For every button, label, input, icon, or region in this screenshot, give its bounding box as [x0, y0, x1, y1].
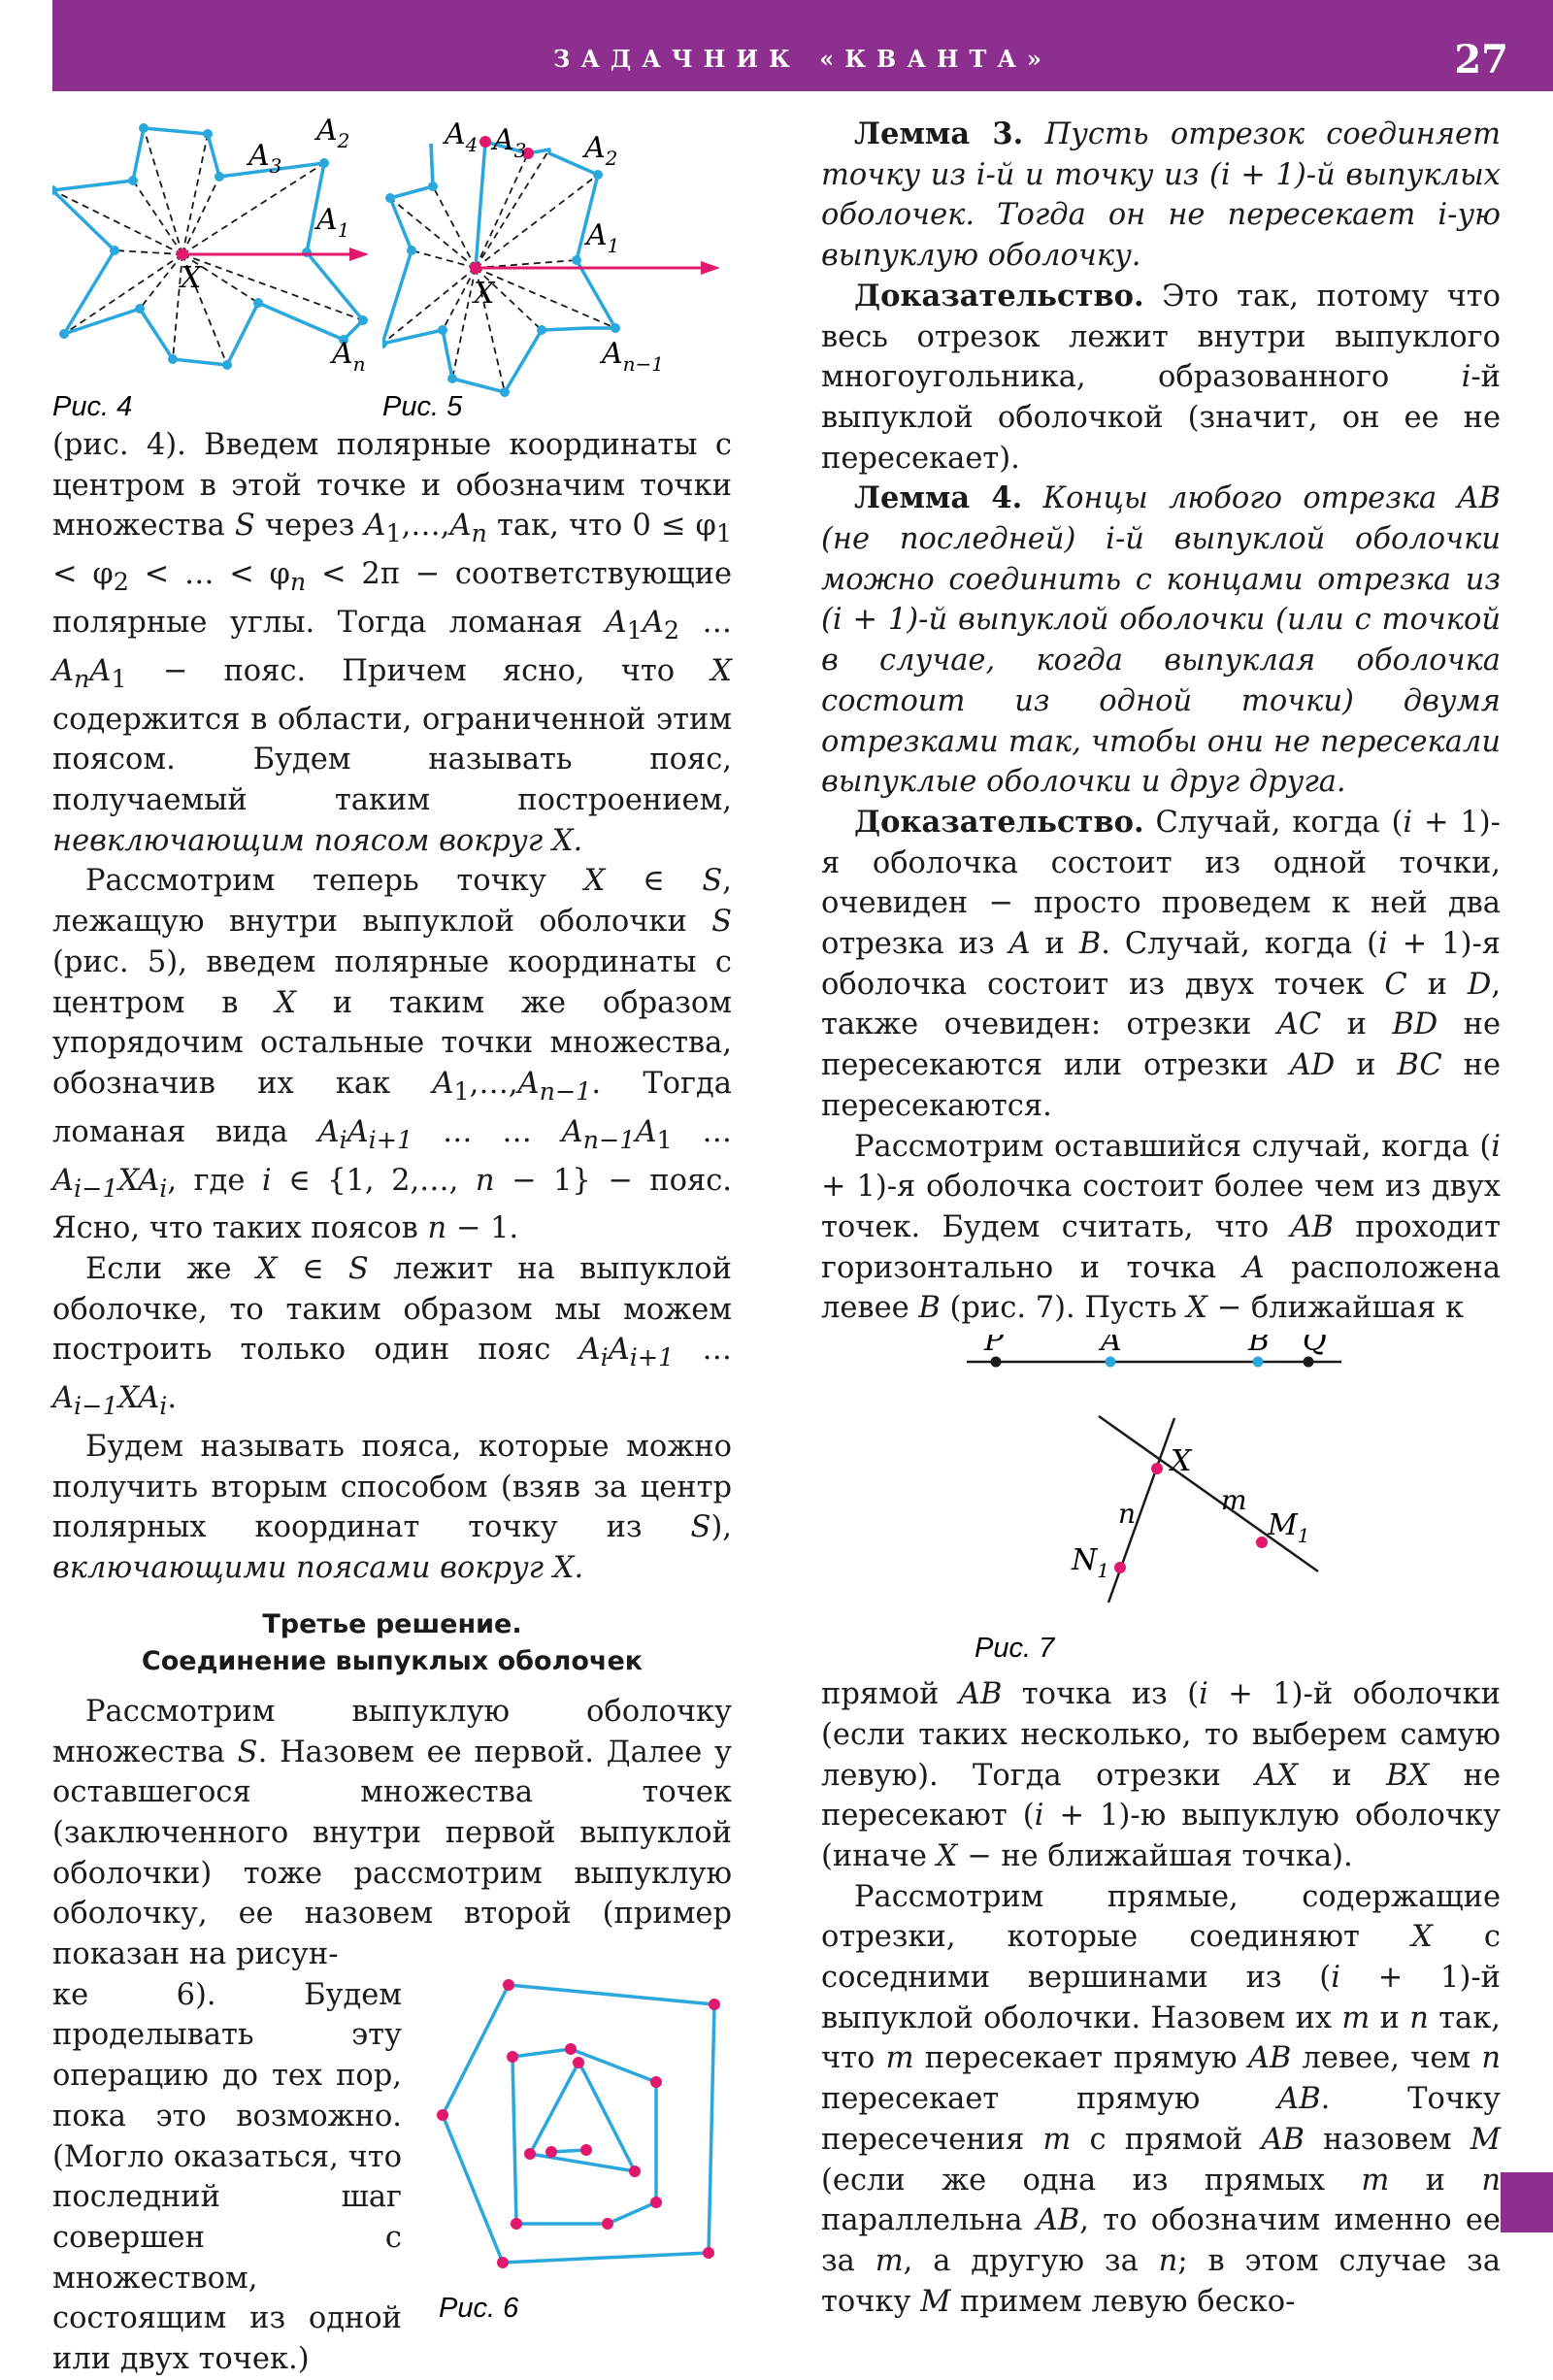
left-paragraph-2: Рассмотрим теперь точку X ∈ S, лежащую внутри выпуклой оболочки S (рис. 5), введем полярные координаты с центром в X и таким же образом упорядочим остальные точки множества, обозначив их как $A_1,\dots,A_{n-1}$. Тогда ломаная вида $A_iA_{i+1}$ … … $A_{n-1}A_1$ … $A_{i-1}XA_i$, где i ∈ {1, 2,…, n − 1} − пояс. Ясно, что таких поясов n − 1.	[52, 864, 733, 1246]
right-paragraph-3: Рассмотрим прямые, содержащие отрезки, которые соединяют X с соседними вершинами из (i + 1)-й выпуклой оболочки. Назовем их m и n так, что m пересекает прямую AB левее, чем n пересекает прямую AB. Точку пересечения m с прямой AB назовем M (если же одна из прямых m и n параллельна AB, то обозначим именно ее за m, а другую за n; в этом случае за точку M примем левую беско-	[821, 1879, 1502, 2319]
lemma-3-proof: Доказательство. Это так, потому что весь отрезок лежит внутри выпуклого многоугольника, образованного i-й выпуклой оболочкой (значит, он ее не пересекает).	[821, 278, 1501, 476]
lemma-4-proof: Доказательство. Случай, когда (i + 1)-я оболочка состоит из одной точки, очевиден − просто проведем к ней два отрезка из A и B. Случай, когда (i + 1)-я оболочка состоит из двух точек C и D, также очевиден: отрезки AC и BD не пересекаются или отрезки AD и BC не пересекаются.	[821, 804, 1502, 1123]
left-paragraph-3: Если же X ∈ S лежит на выпуклой оболочке, то таким образом мы можем построить только один пояс $A_iA_{i+1}$ … $A_{i-1}XA_i$.	[52, 1252, 732, 1421]
corner-tab	[1501, 2172, 1553, 2232]
page-number: 27	[1454, 37, 1508, 83]
figure-6	[431, 1975, 742, 2334]
fig4-label-x: X	[181, 261, 202, 295]
right-paragraph-2: прямой AB точка из (i + 1)-й оболочки (если таких несколько, то выберем самую левую). Тогда отрезки AX и BX не пересекают (i + 1)-ю выпуклую оболочку (иначе X − не ближайшая точка).	[821, 1677, 1502, 1873]
fig4-label-an: $A_n$	[332, 337, 366, 376]
fig7-label-b: B	[1248, 1335, 1271, 1359]
fig7-label-n1: $N_1$	[1072, 1543, 1109, 1583]
fig4-caption: Рис. 4	[52, 391, 133, 422]
section-title-line-2: Соединение выпуклых оболочек	[141, 1645, 644, 1676]
journal-section-title: ЗАДАЧНИК «КВАНТА»	[553, 45, 1052, 73]
left-paragraph-4: Будем называть пояса, которые можно получить вторым способом (взяв за центр полярных координат точку из S), включающими поясами вокруг X.	[52, 1430, 732, 1586]
fig7-label-x: X	[1171, 1444, 1192, 1479]
fig5-label-a2: $A_2$	[584, 131, 618, 170]
fig5-label-a1: $A_1$	[586, 218, 620, 257]
fig4-label-a1: $A_1$	[316, 203, 350, 242]
left-paragraph-1: (рис. 4). Введем полярные координаты с центром в этой точке и обозначим точки множества S через $A_1,\dots,A_n$ так, что $0 \le \varphi_1 < \varphi_2$ < … < $\varphi_n < 2\pi$ − соответствующие полярные углы. Тогда ломаная $A_1A_2$ … $A_nA_1$ − пояс. Причем ясно, что X содержится в области, ограниченной этим поясом. Будем называть пояс, получаемый таким построением, невключающим поясом вокруг X.	[52, 428, 733, 858]
left-column	[52, 115, 732, 2380]
fig4-label-a3: $A_3$	[248, 139, 282, 178]
left-paragraph-6: ке 6). Будем проделывать эту операцию до тех пор, пока это возможно. (Могло оказаться, что последний шаг совершен с множеством, состоящим из одной или двух точек.)	[52, 1977, 402, 2377]
figure-6-block	[52, 1975, 732, 2380]
figures-4-5	[52, 115, 732, 425]
figure-4	[52, 115, 382, 425]
fig7-label-m: m	[1221, 1484, 1247, 1517]
fig5-label-a4: $A_4$	[445, 117, 479, 156]
fig7-caption: Рис. 7	[975, 1633, 1055, 1665]
fig7-label-n: n	[1118, 1498, 1137, 1531]
fig5-label-a3: $A_3$	[493, 123, 527, 162]
fig7-label-m1: $M_1$	[1268, 1508, 1310, 1548]
figure-5	[382, 115, 732, 425]
fig7-label-a: A	[1101, 1335, 1122, 1359]
lemma-4-title: Лемма 4.	[854, 480, 1023, 516]
section-title	[52, 1606, 732, 1680]
fig5-label-an-1: $A_{n-1}$	[602, 337, 665, 376]
figure-7-block	[821, 1335, 1501, 1674]
page-header	[52, 0, 1553, 91]
section-title-line-1: Третье решение.	[262, 1608, 522, 1639]
lemma-3-title: Лемма 3.	[854, 116, 1024, 151]
fig5-caption: Рис. 5	[382, 391, 463, 422]
figure-7	[821, 1335, 1501, 1674]
fig5-label-x: X	[474, 277, 495, 311]
right-paragraph-1: Рассмотрим оставшийся случай, когда (i + 1)-я оболочка состоит более чем из двух точек. Будем считать, что AB проходит горизонтально и точка A расположена левее B (рис. 7). Пусть X − ближайшая к	[821, 1129, 1501, 1326]
right-column	[821, 115, 1501, 2322]
fig4-label-a2: $A_2$	[316, 115, 350, 152]
fig7-label-q: Q	[1303, 1335, 1327, 1359]
lemma-4: Лемма 4. Концы любого отрезка AB (не последней) i-й выпуклой оболочки можно соединить с концами отрезка из (i + 1)-й выпуклой оболочки (или с точкой в случае, когда выпуклая оболочка состоит из одной точки) двумя отрезками так, чтобы они не пересекали выпуклые оболочки и друг друга.	[821, 480, 1501, 800]
fig7-label-p: P	[984, 1335, 1005, 1359]
lemma-3: Лемма 3. Пусть отрезок соединяет точку из i-й и точку из (i + 1)-й выпуклых оболочек. Тогда он не пересекает i-ую выпуклую оболочку.	[821, 116, 1501, 274]
fig6-caption: Рис. 6	[439, 2292, 519, 2324]
left-paragraph-5: Рассмотрим выпуклую оболочку множества S. Назовем ее первой. Далее у оставшегося множества точек (заключенного внутри первой выпуклой оболочки) тоже рассмотрим выпуклую оболочку, ее назовем второй (пример показан на рисун-	[52, 1694, 733, 1972]
